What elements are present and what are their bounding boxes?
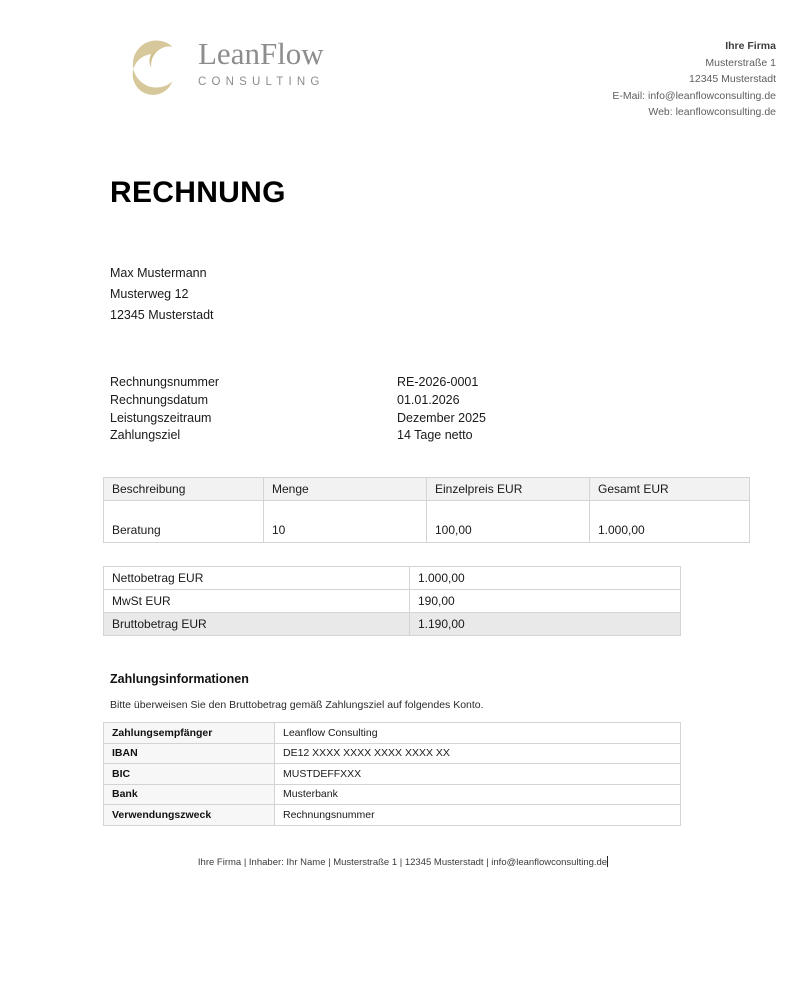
recipient-address-block [110, 263, 214, 326]
payment-info-note: Bitte überweisen Sie den Bruttobetrag gemäß Zahlungsziel auf folgendes Konto. [110, 699, 484, 711]
column-header-quantity: Menge [264, 478, 427, 501]
brand-wordmark: LeanFlow [198, 36, 324, 71]
brand-logo [124, 33, 325, 95]
invoice-meta-block [110, 374, 530, 445]
page-footer [0, 856, 806, 868]
company-web: Web: leanflowconsulting.de [648, 106, 776, 118]
totals-label-net: Nettobetrag EUR [104, 567, 410, 590]
table-row-net [104, 567, 681, 590]
cell-unit-price: 100,00 [427, 501, 590, 543]
meta-label: Zahlungsziel [110, 428, 181, 443]
table-row [104, 743, 681, 764]
company-email: E-Mail: info@leanflowconsulting.de [612, 89, 776, 102]
meta-row [110, 427, 530, 445]
table-row [104, 784, 681, 805]
totals-value-gross: 1.190,00 [410, 613, 681, 636]
bank-details-table [103, 722, 681, 826]
table-row [104, 501, 750, 543]
bank-value-iban: DE12 XXXX XXXX XXXX XXXX XX [275, 743, 681, 764]
text-cursor [607, 856, 608, 867]
cell-quantity: 10 [264, 501, 427, 543]
bank-value-reference: Rechnungsnummer [275, 805, 681, 826]
bank-key-iban: IBAN [104, 743, 275, 764]
totals-label-vat: MwSt EUR [104, 590, 410, 613]
company-city: 12345 Musterstadt [689, 73, 776, 85]
column-header-description: Beschreibung [104, 478, 264, 501]
recipient-name: Max Mustermann [110, 266, 207, 280]
bank-value-bic: MUSTDEFFXXX [275, 764, 681, 785]
brand-text [198, 38, 325, 90]
bank-key-payee: Zahlungsempfänger [104, 723, 275, 744]
meta-label: Rechnungsnummer [110, 375, 220, 389]
totals-value-net: 1.000,00 [410, 567, 681, 590]
totals-value-vat: 190,00 [410, 590, 681, 613]
table-row [104, 805, 681, 826]
meta-label: Rechnungsdatum [110, 392, 208, 407]
table-row [104, 723, 681, 744]
totals-table [103, 566, 681, 636]
leanflow-swirl-logo-icon [124, 33, 186, 95]
bank-key-bank: Bank [104, 784, 275, 805]
recipient-street: Musterweg 12 [110, 287, 189, 301]
bank-value-payee: Leanflow Consulting [275, 723, 681, 744]
company-street: Musterstraße 1 [705, 56, 776, 69]
brand-tagline: CONSULTING [198, 76, 325, 88]
meta-row [110, 374, 530, 392]
meta-label: Leistungszeitraum [110, 410, 212, 425]
recipient-city: 12345 Musterstadt [110, 308, 214, 322]
meta-value: Dezember 2025 [397, 410, 486, 425]
table-header-row [104, 478, 750, 501]
bank-value-bank: Musterbank [275, 784, 681, 805]
meta-row [110, 410, 530, 428]
cell-total: 1.000,00 [590, 501, 750, 543]
meta-row [110, 392, 530, 410]
table-row-vat [104, 590, 681, 613]
table-row-gross [104, 613, 681, 636]
company-address-block [612, 38, 776, 121]
page-title: RECHNUNG [110, 176, 286, 209]
meta-value: RE-2026-0001 [397, 375, 479, 389]
cell-description: Beratung [104, 501, 264, 543]
bank-key-bic: BIC [104, 764, 275, 785]
column-header-total: Gesamt EUR [590, 478, 750, 501]
table-row [104, 764, 681, 785]
line-items-table [103, 477, 750, 543]
meta-value: 01.01.2026 [397, 392, 460, 407]
totals-label-gross: Bruttobetrag EUR [104, 613, 410, 636]
meta-value: 14 Tage netto [397, 428, 473, 443]
payment-info-title: Zahlungsinformationen [110, 672, 249, 686]
footer-text: Ihre Firma | Inhaber: Ihr Name | Musterstraße 1 | 12345 Musterstadt | info@leanflowconsulting.de [197, 857, 608, 868]
bank-key-reference: Verwendungszweck [104, 805, 275, 826]
column-header-unit-price: Einzelpreis EUR [427, 478, 590, 501]
company-name: Ihre Firma [725, 40, 776, 52]
document-header [0, 0, 806, 140]
